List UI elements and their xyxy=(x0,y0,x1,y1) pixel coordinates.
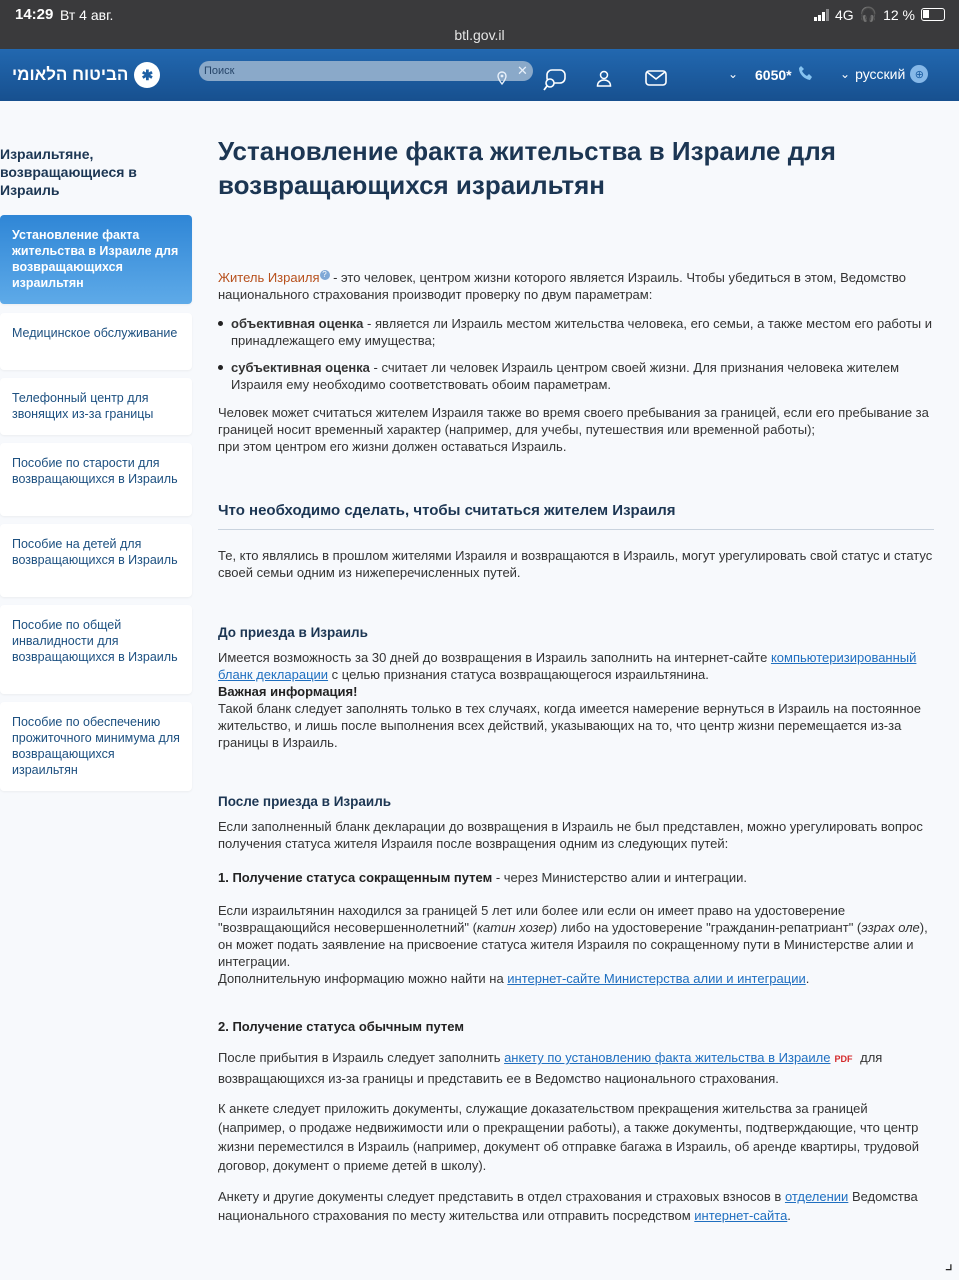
language-selector[interactable] xyxy=(840,65,928,83)
status-indicators xyxy=(814,6,945,23)
search-box[interactable] xyxy=(199,61,533,81)
status-time: 14:29 xyxy=(15,6,54,23)
chevron-down-icon[interactable]: ⌄ xyxy=(728,67,739,81)
chat-search-icon[interactable] xyxy=(543,69,567,96)
way1-paragraph: Если израильтянин находился за границей 5 лет или более или если он имеет право на удостоверение "возвращающийся несовершеннолетний" (катин хозер) либо на удостоверение "гражданин-репатриант" (эзрах оле), он может подать заявление на присвоение статуса жителя Израиля по сокращенному пути в Министерстве алии и интеграции. Дополнительную информацию можно найти на интернет-сайте Министерства алии и интеграции. xyxy=(218,903,928,986)
sidebar-item-income-support[interactable]: Пособие по обеспечению прожиточного минимума для возвращающихся израильтян xyxy=(0,702,192,791)
aliyah-ministry-link[interactable]: интернет-сайте Министерства алии и интеграции xyxy=(507,971,806,986)
logo-emblem-icon: ✱ xyxy=(134,62,160,88)
sidebar-title: Израильтяне, возвращающиеся в Израиль xyxy=(0,146,137,198)
list-item: объективная оценка - является ли Израиль местом жительства человека, его семьи, а также местом его работы и принадлежащего ему имущества; xyxy=(218,315,934,349)
phone-icon xyxy=(798,65,814,84)
network-label: 4G xyxy=(834,6,854,23)
resize-corner-icon: ⌟ xyxy=(944,1253,953,1273)
phone-link[interactable] xyxy=(755,65,814,84)
sidebar-item-residency[interactable]: Установление факта жительства в Израиле для возвращающихся израильтян xyxy=(0,215,192,304)
important-label: Важная информация! xyxy=(218,684,358,699)
sidebar-item-phone-center[interactable]: Телефонный центр для звонящих из-за границы xyxy=(0,378,192,435)
branch-link[interactable]: отделении xyxy=(784,1189,849,1204)
section-intro: Те, кто являлись в прошлом жителями Израиля и возвращаются в Израиль, могут урегулировать свой статус и статус своей семьи одним из нижеперечисленных путей. xyxy=(218,548,933,580)
criteria-list xyxy=(218,315,934,393)
way1-heading: 1. Получение статуса сокращенным путем - через Министерство алии и интеграции. xyxy=(218,870,747,885)
signal-icon xyxy=(814,9,829,21)
sidebar-item-disability[interactable]: Пособие по общей инвалидности для возвращающихся в Израиль xyxy=(0,605,192,694)
battery-icon xyxy=(921,8,945,21)
residency-form-link[interactable]: анкету по установлению факта жительства в Израиле xyxy=(504,1050,831,1065)
user-icon[interactable] xyxy=(596,70,612,92)
declaration-form-link[interactable]: компьютеризированный бланк декларации xyxy=(218,650,917,682)
submit-paragraph: Анкету и другие документы следует представить в отдел страхования и страховых взносов в отделении Ведомства национального страхования по месту жительства или отправить посредством интернет-сайта. xyxy=(218,1189,918,1223)
phone-number: 6050* xyxy=(755,66,792,83)
page-title: Установление факта жительства в Израиле для возвращающихся израильтян xyxy=(218,136,836,200)
resident-term-link[interactable]: Житель Израиля xyxy=(218,270,320,285)
headphones-icon: 🎧 xyxy=(859,6,878,22)
list-item: субъективная оценка - считает ли человек Израиль центром своей жизни. Для признания человека жителем Израиля ему необходимо соответствовать обоим параметрам. xyxy=(218,359,934,393)
before-arrival-paragraph: Имеется возможность за 30 дней до возвращения в Израиль заполнить на интернет-сайте компьютеризированный бланк декларации с целью признания статуса возвращающегося израильтянина. Важная информация! Такой бланк следует заполнять только в тех случаях, когда имеется намерение вернуться в Израиль на постоянное жительство, и лишь после выполнения всех действий, указывающих на то, что центр жизни перемещается из-за границы в Израиль. xyxy=(218,650,921,750)
logo-text: הביטוח הלאומי xyxy=(12,65,129,84)
location-pin-icon[interactable] xyxy=(495,71,509,85)
documents-paragraph: К анкете следует приложить документы, служащие доказательством прекращения жительства за границей (например, о продаже недвижимости или о прекращении работы), а также документы, подтверждающие, что центр жизни переместился в Израиль (например, документ об отправке багажа в Израиль, об аренде квартиры, трудовой договор, документ о приеме детей в школу). xyxy=(218,1101,920,1173)
mail-icon[interactable] xyxy=(645,70,667,91)
website-link[interactable]: интернет-сайта xyxy=(694,1208,788,1223)
globe-icon: ⊕ xyxy=(910,65,928,83)
sidebar-item-old-age[interactable]: Пособие по старости для возвращающихся в Израиль xyxy=(0,443,192,516)
search-input[interactable] xyxy=(204,63,484,79)
after-arrival-intro: Если заполненный бланк декларации до возвращения в Израиль не был представлен, можно урегулировать вопрос получения статуса жителя Израиля после возвращения одним из следующих путей: xyxy=(218,819,923,851)
clear-search-icon[interactable]: ✕ xyxy=(517,63,528,78)
status-bar xyxy=(0,0,959,49)
address-bar[interactable]: btl.gov.il xyxy=(454,27,505,43)
language-chevron-icon: ⌄ xyxy=(840,67,851,81)
after-arrival-heading: После приезда в Израиль xyxy=(218,794,392,809)
site-logo[interactable] xyxy=(12,62,160,88)
site-header xyxy=(0,49,959,101)
language-label: русский xyxy=(855,66,906,82)
abroad-paragraph: Человек может считаться жителем Израиля также во время своего пребывания за границей, если его пребывание за границей носит временный характер (например, для учебы, путешествия или временной работы); при этом центром его жизни должен оставаться Израиль. xyxy=(218,405,929,454)
way2-paragraph: После прибытия в Израиль следует заполнить анкету по установлению факта жительства в Израиле PDF для возвращающихся из-за границы и представить ее в Ведомство национального страхования. xyxy=(218,1050,883,1086)
pdf-icon[interactable]: PDF xyxy=(834,1054,853,1064)
way2-heading: 2. Получение статуса обычным путем xyxy=(218,1019,464,1034)
intro-paragraph: Житель Израиля ? - это человек, центром жизни которого является Израиль. Чтобы убедиться в этом, Ведомство национального страхования производит проверку по двум параметрам: xyxy=(218,269,906,302)
battery-label: 12 % xyxy=(883,6,915,23)
section-heading: Что необходимо сделать, чтобы считаться жителем Израиля xyxy=(218,502,934,530)
sidebar-item-medical[interactable]: Медицинское обслуживание xyxy=(0,313,192,370)
help-icon[interactable]: ? xyxy=(320,270,330,280)
status-date: Вт 4 авг. xyxy=(60,7,114,23)
before-arrival-heading: До приезда в Израиль xyxy=(218,625,368,640)
sidebar-item-children[interactable]: Пособие на детей для возвращающихся в Израиль xyxy=(0,524,192,597)
